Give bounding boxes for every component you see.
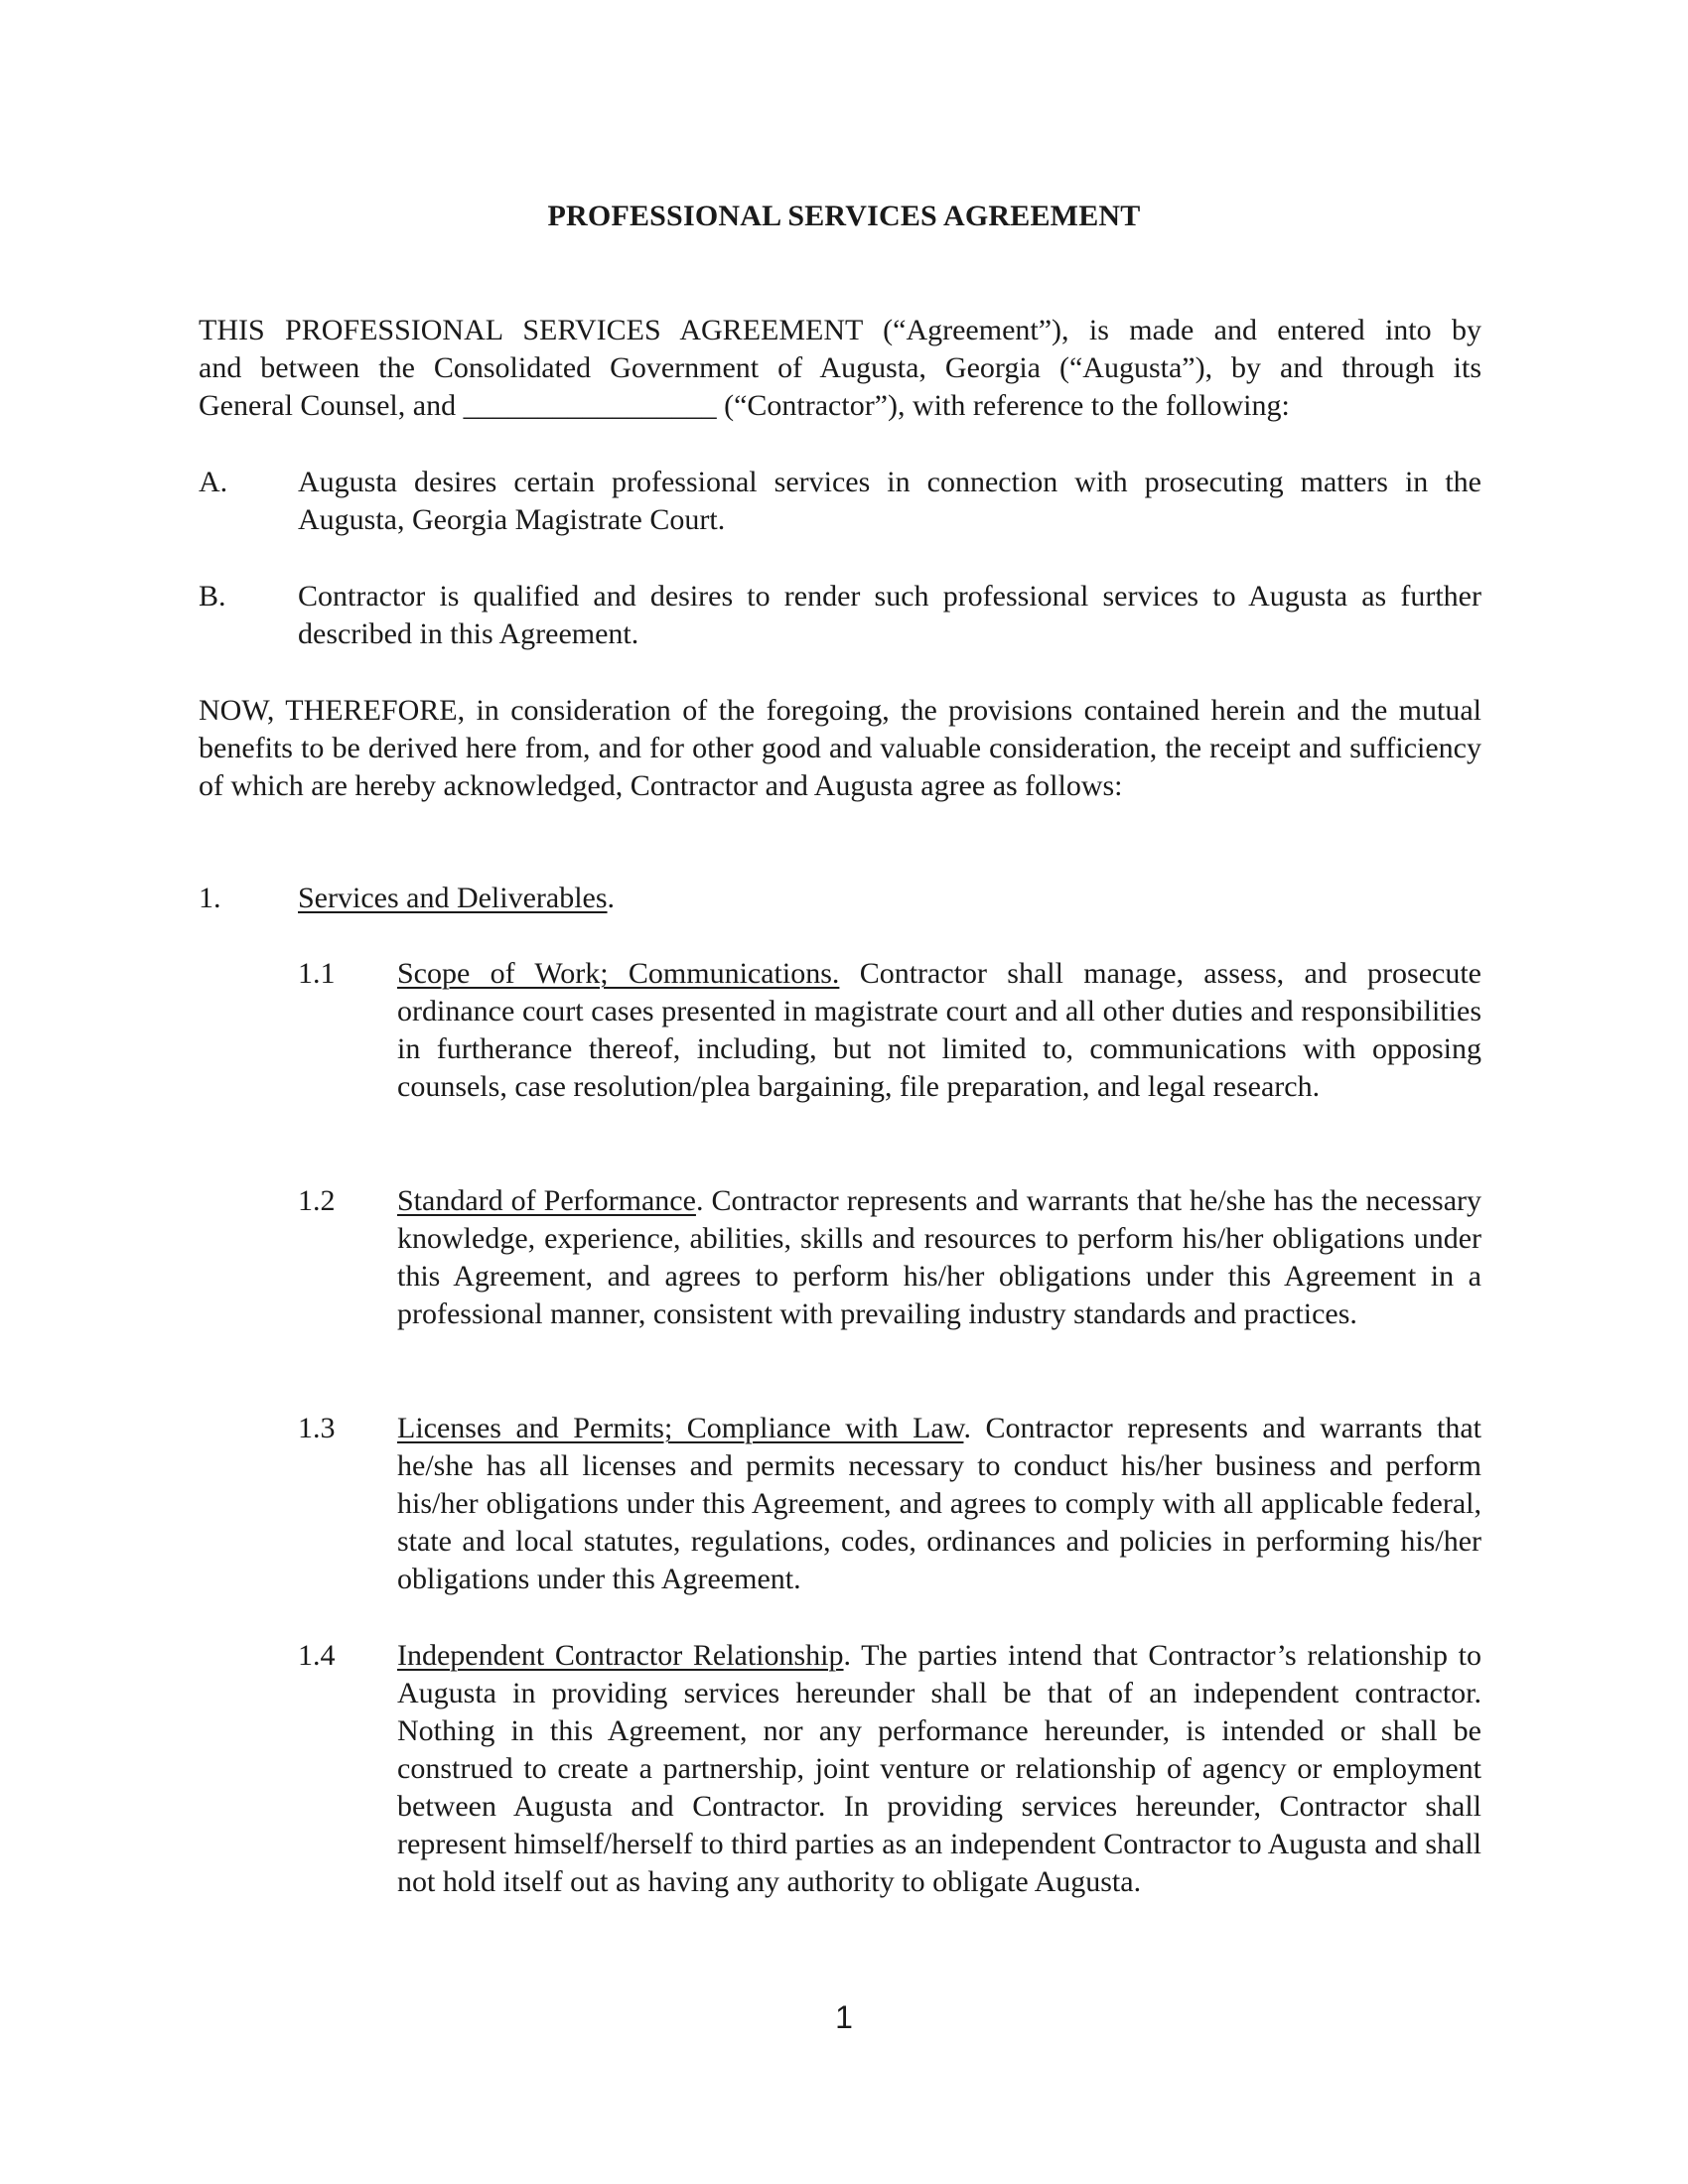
recital-marker: B. xyxy=(199,580,226,613)
section-heading xyxy=(298,880,615,917)
subsection-heading: Standard of Performance xyxy=(397,1184,696,1217)
subsection-text: . The parties intend that Contractor’s relationship to Augusta in providing services hereunder shall be that of an independent contractor. Nothing in this Agreement, nor any performance hereunder, is intended or shall be construed to create a partnership, joint venture or relationship of agency or employment between Augusta and Contractor. In providing services hereunder, Contractor shall represent himself/herself to third parties as an independent Contractor to Augusta and shall not hold itself out as having any authority to obligate Augusta. xyxy=(397,1639,1482,1898)
subsection-text: . Contractor represents and warrants that he/she has all licenses and permits necessary to conduct his/her business and perform his/her obligations under this Agreement, and agrees to comply with all applicable federal, state and local statutes, regulations, codes, ordinances and policies in performing his/her obligations under this Agreement. xyxy=(397,1412,1481,1595)
subsection-number: 1.3 xyxy=(298,1412,336,1444)
section-number: 1. xyxy=(199,882,221,914)
intro-line-2: and between the Consolidated Government of Augusta, Georgia (“Augusta”), by and through its xyxy=(199,351,1481,384)
subsection-body xyxy=(397,1637,1481,1901)
section-heading-text: Services and Deliverables xyxy=(298,882,608,914)
subsection-heading: Independent Contractor Relationship xyxy=(397,1639,844,1672)
document-title: PROFESSIONAL SERVICES AGREEMENT xyxy=(547,200,1141,232)
page-number: 1 xyxy=(835,1999,853,2035)
now-therefore-paragraph: NOW, THEREFORE, in consideration of the foregoing, the provisions contained herein and the mutual benefits to be derived here from, and for other good and valuable consideration, the receipt and sufficiency of which are hereby acknowledged, Contractor and Augusta agree as follows: xyxy=(199,694,1481,802)
intro-paragraph xyxy=(199,312,1481,425)
recital-text: Contractor is qualified and desires to render such professional services to Augusta as further described in this Agreement. xyxy=(298,580,1481,650)
subsection-body xyxy=(397,1410,1481,1598)
recital-text: Augusta desires certain professional services in connection with prosecuting matters in the Augusta, Georgia Magistrate Court. xyxy=(298,466,1481,536)
subsection-heading: Licenses and Permits; Compliance with Law xyxy=(397,1412,964,1444)
subsection-text: . Contractor represents and warrants that he/she has the necessary knowledge, experience, abilities, skills and resources to perform his/her obligations under this Agreement, and agrees to perform his/her obligations under this Agreement in a professional manner, consistent with prevailing industry standards and practices. xyxy=(397,1184,1482,1330)
subsection-body xyxy=(397,955,1481,1106)
intro-line-1: THIS PROFESSIONAL SERVICES AGREEMENT (“Agreement”), is made and entered into by xyxy=(199,314,1481,346)
subsection-number: 1.2 xyxy=(298,1184,336,1217)
intro-line-3: General Counsel, and _________________ (“Contractor”), with reference to the following: xyxy=(199,389,1290,422)
subsection-text: Contractor shall manage, assess, and prosecute ordinance court cases presented in magistrate court and all other duties and responsibilities in furtherance thereof, including, but not limited to, communications with opposing counsels, case resolution/plea bargaining, file preparation, and legal research. xyxy=(397,957,1481,1103)
subsection-number: 1.1 xyxy=(298,957,336,990)
section-heading-suffix: . xyxy=(607,882,616,914)
subsection-heading: Scope of Work; Communications. xyxy=(397,957,840,990)
recital-marker: A. xyxy=(199,466,228,498)
subsection-body xyxy=(397,1182,1481,1333)
subsection-number: 1.4 xyxy=(298,1639,336,1672)
